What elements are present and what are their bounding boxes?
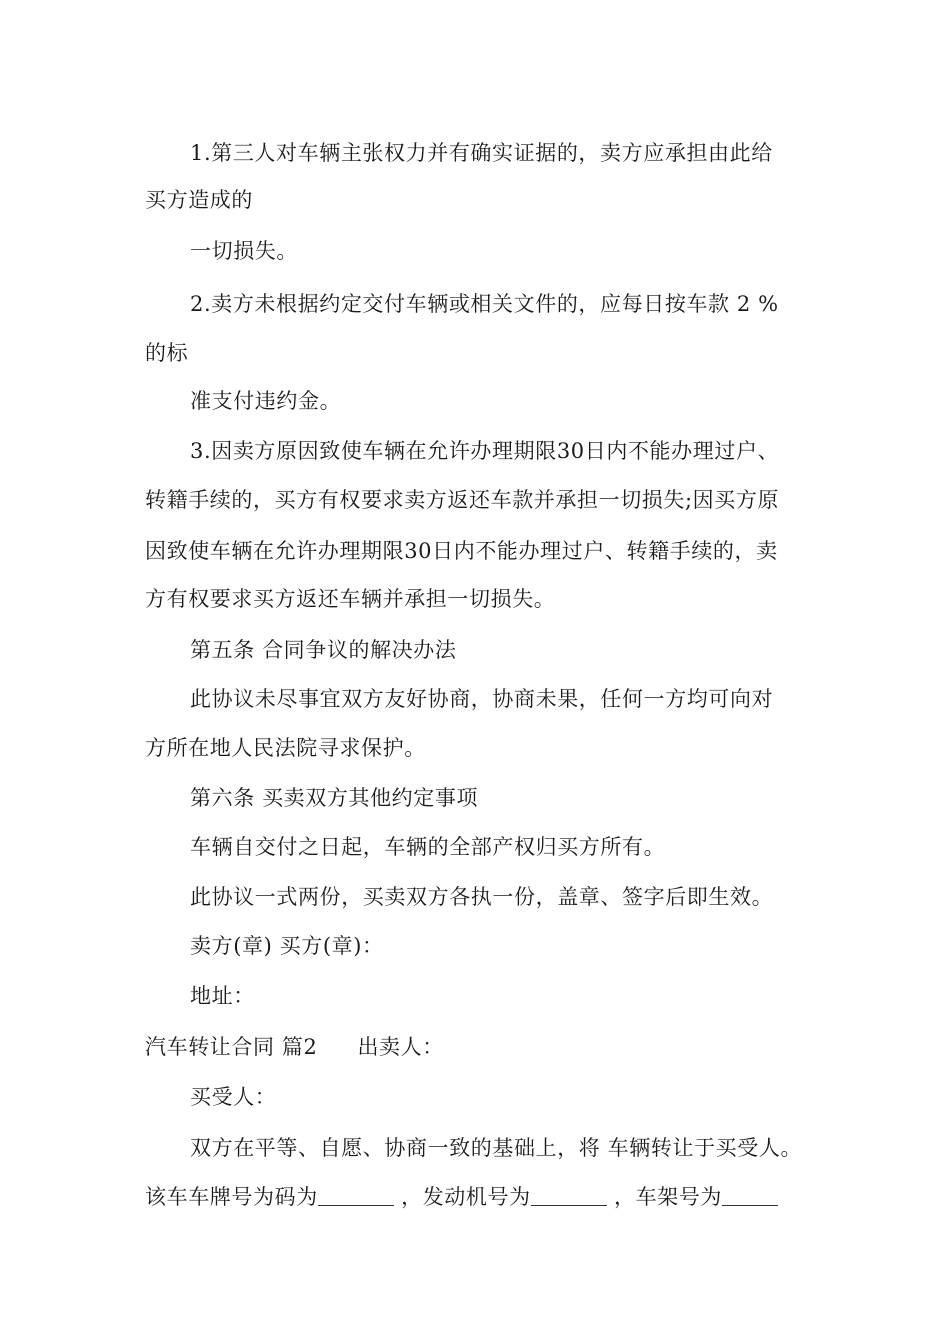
buyer-label: 买受人： (190, 1085, 277, 1109)
paragraph-line: 方有权要求买方返还车辆并承担一切损失。 (145, 587, 556, 611)
signature-line: 卖方(章) 买方(章)： (190, 934, 384, 958)
frame-label: ，车架号为 (613, 1185, 722, 1209)
paragraph-line: 买方造成的 (145, 188, 253, 212)
vehicle-info-line (145, 1183, 778, 1211)
plate-blank (318, 1185, 394, 1206)
engine-blank (531, 1185, 607, 1206)
engine-label: ，发动机号为 (401, 1185, 531, 1209)
plate-label: 该车车牌号为码为 (145, 1185, 318, 1209)
section-heading: 第五条 合同争议的解决办法 (190, 638, 457, 662)
address-line: 地址： (190, 984, 255, 1008)
contract-heading (145, 1033, 444, 1061)
paragraph-line: 此协议一式两份，买卖双方各执一份，盖章、签字后即生效。 (190, 885, 774, 909)
paragraph-line: 方所在地人民法院寻求保护。 (145, 736, 426, 760)
paragraph-line: 1.第三人对车辆主张权力并有确实证据的，卖方应承担由此给 (190, 141, 773, 165)
frame-blank (722, 1185, 778, 1206)
paragraph-line: 准支付违约金。 (190, 389, 342, 413)
paragraph-line: 3.因卖方原因致使车辆在允许办理期限30日内不能办理过户、 (190, 439, 780, 463)
paragraph-line: 转籍手续的，买方有权要求卖方返还车款并承担一切损失;因买方原 (145, 488, 780, 512)
paragraph-line: 因致使车辆在允许办理期限30日内不能办理过户、转籍手续的，卖 (145, 539, 778, 563)
section-heading: 第六条 买卖双方其他约定事项 (190, 786, 479, 810)
paragraph-line: 的标 (145, 341, 189, 365)
contract-title: 汽车转让合同 (145, 1035, 275, 1059)
contract-part: 篇2 (281, 1035, 318, 1059)
paragraph-line: 2.卖方未根据约定交付车辆或相关文件的，应每日按车款 2 % (190, 292, 779, 316)
paragraph-line: 双方在平等、自愿、协商一致的基础上，将 车辆转让于买受人。 (190, 1136, 803, 1160)
seller-label: 出卖人： (357, 1035, 444, 1059)
paragraph-line: 一切损失。 (190, 239, 298, 263)
paragraph-line: 车辆自交付之日起，车辆的全部产权归买方所有。 (190, 835, 666, 859)
paragraph-line: 此协议未尽事宜双方友好协商，协商未果，任何一方均可向对 (190, 687, 774, 711)
